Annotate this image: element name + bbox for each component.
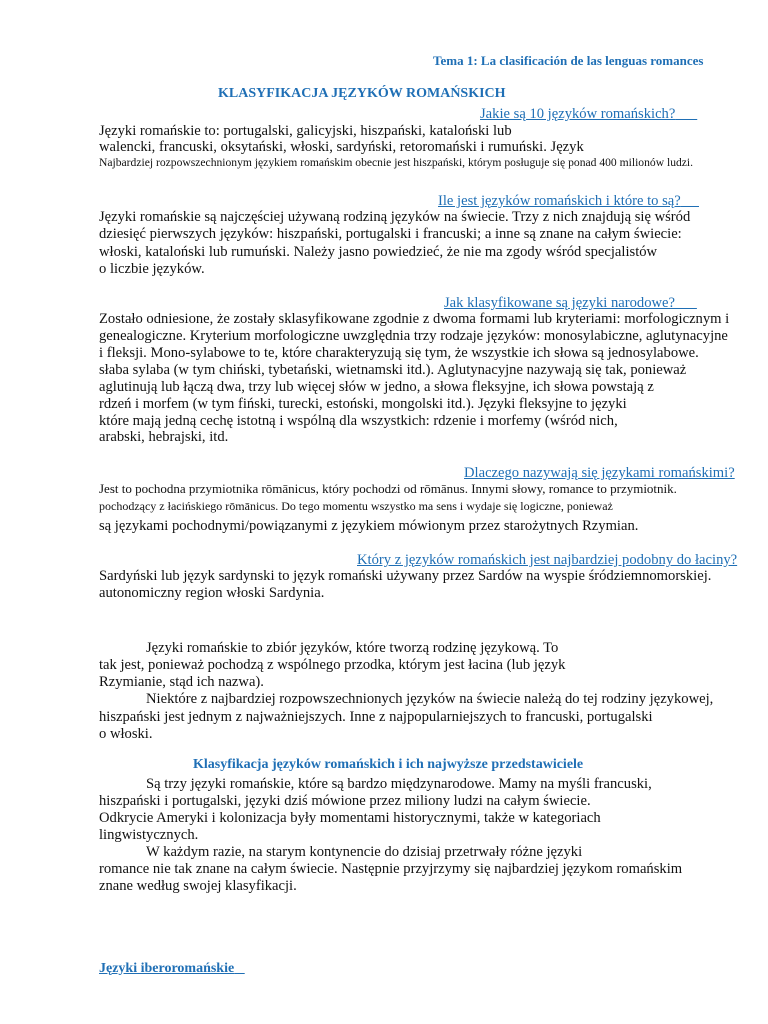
text-line: znane według swojej klasyfikacji. — [99, 878, 297, 894]
text-line: aglutinują lub łączą dwa, trzy lub więcej słów w jedno, a słowa fleksyjne, ich słowa powstają z — [99, 379, 654, 395]
text-line: genealogiczne. Kryterium morfologiczne uwzględnia trzy rodzaje języków: monosylabiczne, aglutynacyjne — [99, 328, 728, 344]
footer-heading-link[interactable]: Języki iberoromańskie — [99, 961, 235, 976]
text-line: walencki, francuski, oksytański, włoski, sardyński, retoromański i rumuński. Język — [99, 139, 584, 155]
text-line: Najbardziej rozpowszechnionym językiem romańskim obecnie jest hiszpański, którym posługuje się ponad 400 milionów ludzi. — [99, 156, 694, 169]
text-line: autonomiczny region włoski Sardynia. — [99, 585, 325, 601]
text-line: lingwistycznych. — [99, 827, 199, 843]
page-title: KLASYFIKACJA JĘZYKÓW ROMAŃSKICH — [218, 86, 506, 101]
question-link-5[interactable]: Który z języków romańskich jest najbardziej podobny do łaciny? — [357, 552, 738, 568]
text-line: romance nie tak znane na całym świecie. Następnie przyjrzymy się najbardziej językom romańskim — [99, 861, 683, 877]
text-line: tak jest, ponieważ pochodzą z wspólnego przodka, którym jest łacina (lub język — [99, 657, 566, 673]
text-line: o włoski. — [99, 726, 153, 742]
text-line: Jest to pochodna przymiotnika rōmānicus, który pochodzi od rōmānus. Innymi słowy, romance to przymiotnik. — [99, 481, 677, 496]
text-line: które mają jedną cechę istotną i wspólną dla wszystkich: rdzenie i morfemy (wśród nich, — [99, 413, 618, 429]
text-line: pochodzący z łacińskiego rōmānicus. Do tego momentu wszystko ma sens i wydaje się logiczne, ponieważ — [99, 499, 613, 513]
text-line: W każdym razie, na starym kontynencie do dzisiaj przetrwały różne języki — [146, 844, 583, 860]
text-line: Sardyński lub język sardynski to język romański używany przez Sardów na wyspie śródziemnomorskiej. — [99, 568, 712, 584]
text-line: Języki romańskie są najczęściej używaną rodziną języków na świecie. Trzy z nich znajdują się wśród — [99, 209, 691, 225]
text-line: Języki romańskie to: portugalski, galicyjski, hiszpański, kataloński lub — [99, 123, 512, 139]
text-line: Rzymianie, stąd ich nazwa). — [99, 674, 264, 690]
text-line: słaba sylaba (w tym chiński, tybetański, wietnamski itd.). Aglutynacyjne nazywają się tak, ponieważ — [99, 362, 687, 378]
question-link-1[interactable]: Jakie są 10 języków romańskich? — [480, 106, 676, 122]
text-line: hiszpański i portugalski, języki dziś mówione przez miliony ludzi na całym świecie. — [99, 793, 591, 809]
question-link-4[interactable]: Dlaczego nazywają się językami romańskimi? — [464, 465, 735, 481]
text-line: Zostało odniesione, że zostały sklasyfikowane zgodnie z dwoma formami lub kryteriami: morfologicznym i — [99, 311, 730, 327]
text-line: dziesięć pierwszych języków: hiszpański, portugalski i francuski; a inne są znane na całym świecie: — [99, 226, 682, 242]
text-line: Odkrycie Ameryki i kolonizacja były momentami historycznymi, także w kategoriach — [99, 810, 601, 826]
text-line: o liczbie języków. — [99, 261, 205, 277]
text-line: hiszpański jest jednym z najważniejszych. Inne z najpopularniejszych to francuski, portugalski — [99, 709, 653, 725]
section-subheading: Klasyfikacja języków romańskich i ich najwyższe przedstawiciele — [193, 757, 584, 772]
text-line: Niektóre z najbardziej rozpowszechnionych języków na świecie należą do tej rodziny językowej, — [146, 691, 714, 707]
text-line: arabski, hebrajski, itd. — [99, 429, 229, 445]
topic-header: Tema 1: La clasificación de las lenguas romances — [433, 53, 704, 68]
text-line: są językami pochodnymi/powiązanymi z językiem mówionym przez starożytnych Rzymian. — [99, 518, 639, 534]
question-link-3[interactable]: Jak klasyfikowane są języki narodowe? — [444, 295, 675, 311]
text-line: włoski, kataloński lub rumuński. Należy jasno powiedzieć, że nie ma zgody wśród specjalistów — [99, 244, 658, 260]
question-link-2[interactable]: Ile jest języków romańskich i które to są? — [438, 193, 681, 209]
text-line: Języki romańskie to zbiór języków, które tworzą rodzinę językową. To — [146, 640, 559, 656]
text-line: i fleksji. Mono-sylabowe to te, które charakteryzują się tym, że wszystkie ich słowa są jednosylabowe. — [99, 345, 699, 361]
text-line: Są trzy języki romańskie, które są bardzo międzynarodowe. Mamy na myśli francuski, — [146, 776, 652, 792]
text-line: rdzeń i morfem (w tym fiński, turecki, estoński, mongolski itd.). Języki fleksyjne to języki — [99, 396, 627, 412]
